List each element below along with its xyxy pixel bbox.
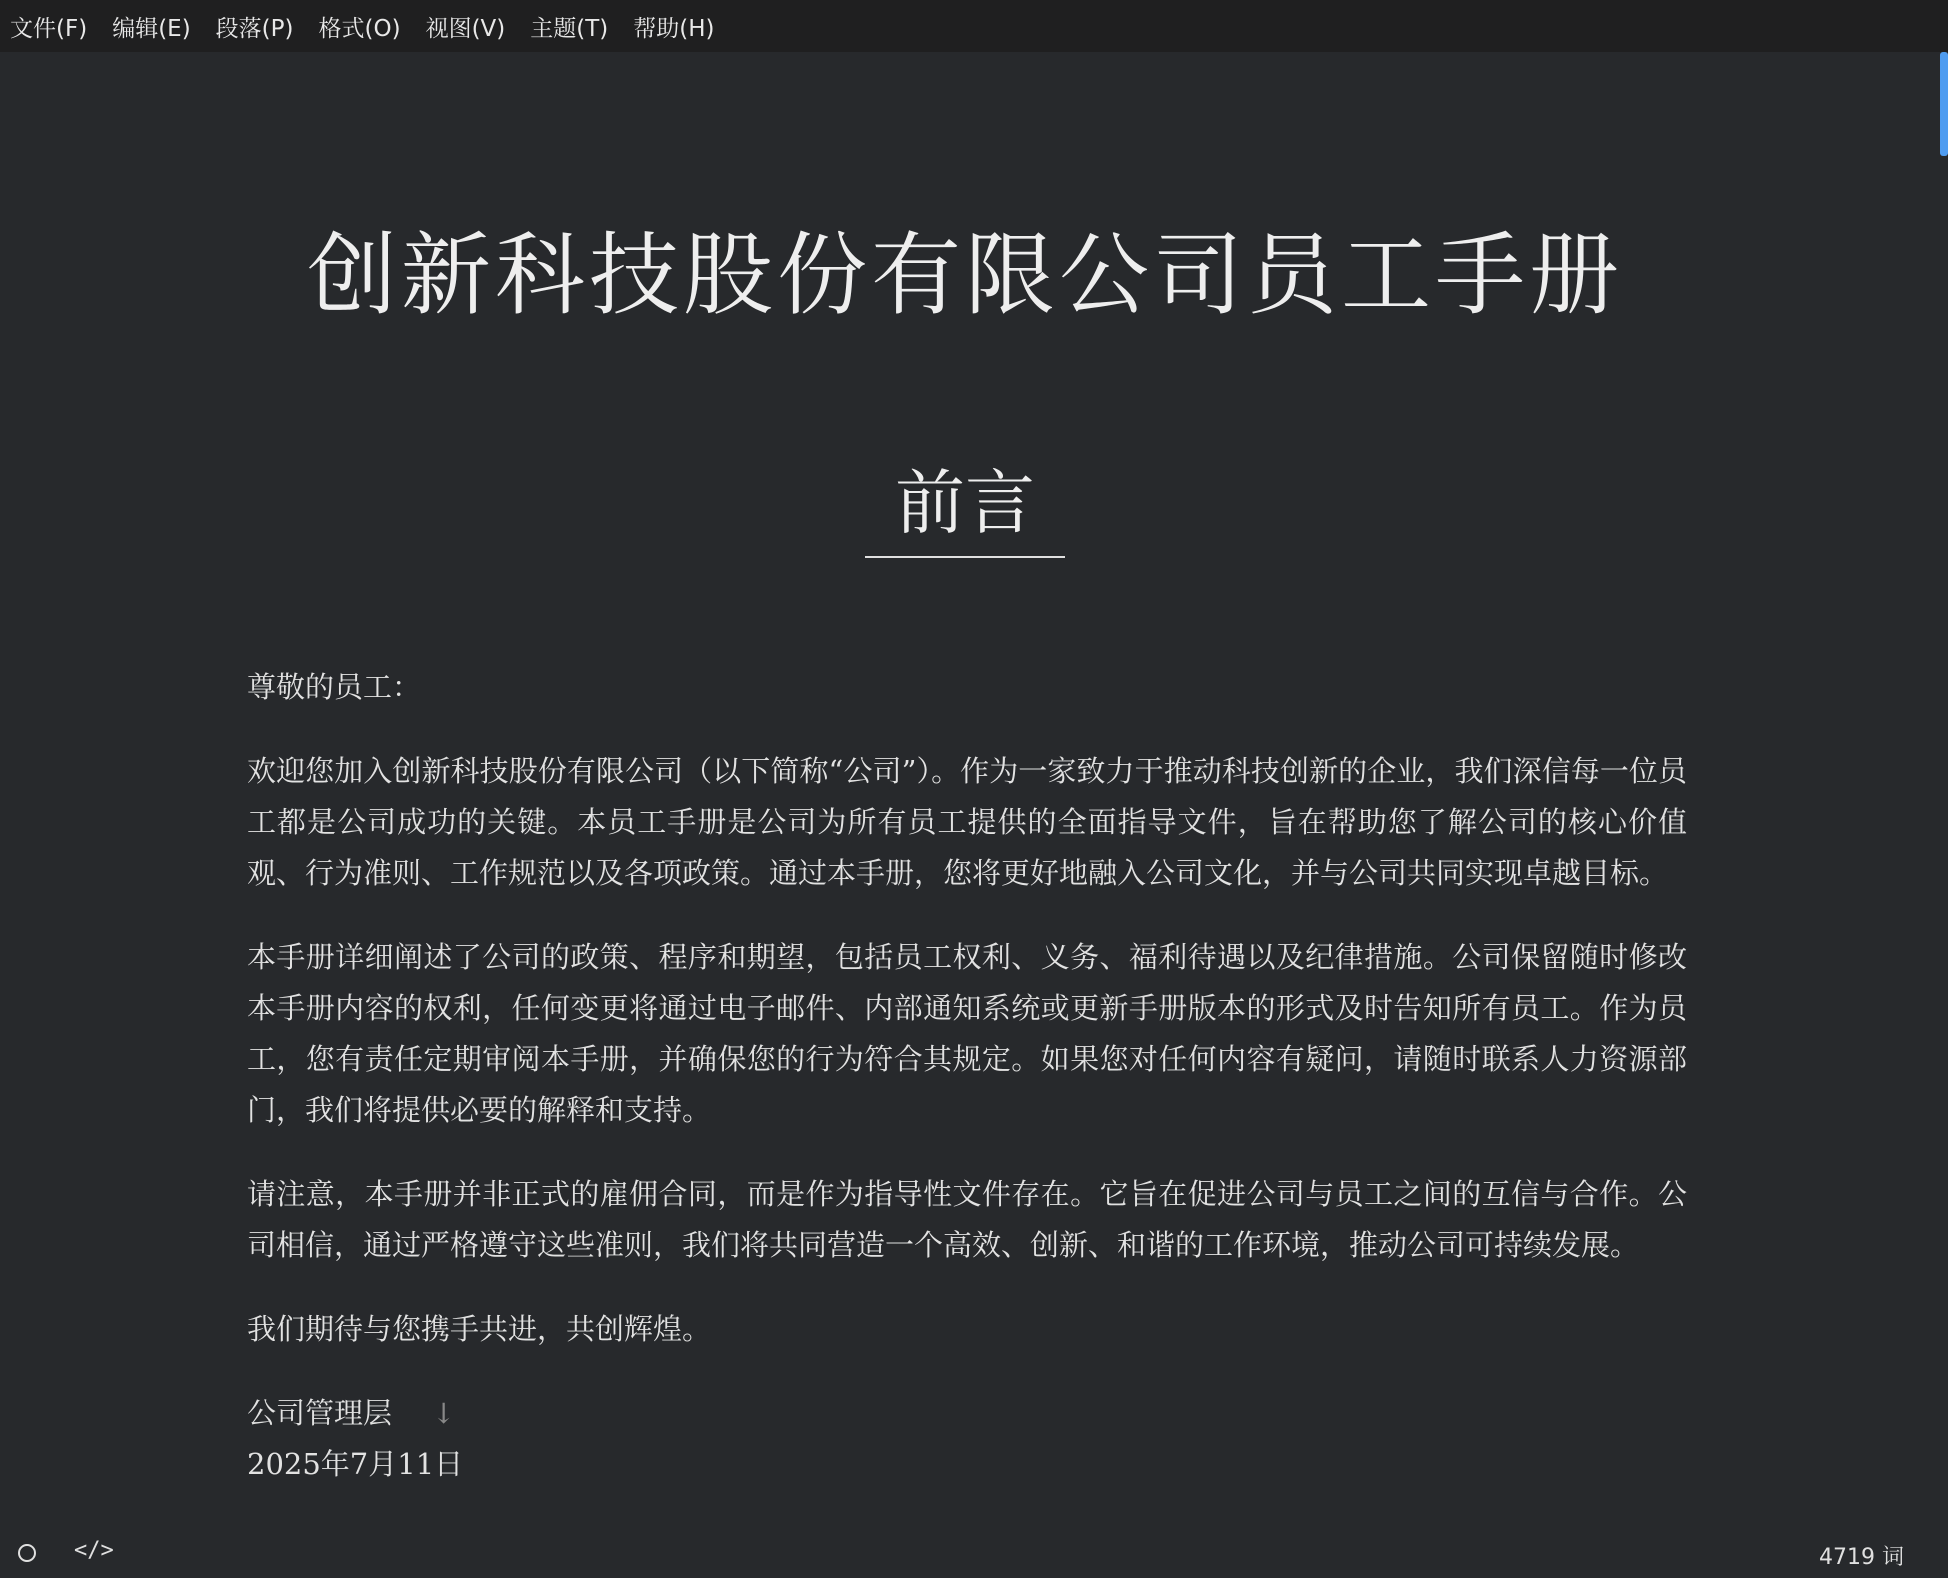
paragraph: 我们期待与您携手共进，共创辉煌。 — [247, 1312, 712, 1346]
editor-content[interactable] — [0, 52, 1940, 1530]
paragraph: 本手册详细阐述了公司的政策、程序和期望，包括员工权利、义务、福利待遇以及纪律措施。公司保留随时修改本手册内容的权利，任何变更将通过电子邮件、内部通知系统或更新手册版本的形式及时告知所有员工。作为员工，您有责任定期审阅本手册，并确保您的行为符合其规定。如果您对任何内容有疑问，请随时联系人力资源部门，我们将提供必要的解释和支持。 — [247, 940, 1687, 1127]
menu-bar — [0, 0, 1948, 52]
menu-help[interactable]: 帮助(H) — [633, 15, 715, 42]
menu-format[interactable]: 格式(O) — [318, 15, 401, 42]
menu-theme[interactable]: 主题(T) — [530, 15, 609, 42]
menu-view[interactable]: 视图(V) — [425, 15, 506, 42]
paragraph: 欢迎您加入创新科技股份有限公司（以下简称“公司”）。作为一家致力于推动科技创新的企业，我们深信每一位员工都是公司成功的关键。本员工手册是公司为所有员工提供的全面指导文件，旨在帮助您了解公司的核心价值观、行为准则、工作规范以及各项政策。通过本手册，您将更好地融入公司文化，并与公司共同实现卓越目标。 — [247, 754, 1687, 890]
document-body — [247, 662, 1687, 1523]
menu-paragraph[interactable]: 段落(P) — [215, 15, 294, 42]
section-heading: 前言 — [865, 447, 1065, 558]
status-bar — [0, 1530, 1948, 1578]
outline-toggle-icon[interactable] — [18, 1544, 36, 1562]
greeting: 尊敬的员工： — [247, 670, 422, 704]
line-break-arrow-icon: ↓ — [432, 1397, 456, 1430]
menu-file[interactable]: 文件(F) — [10, 15, 88, 42]
date: 2025年7月11日 — [247, 1447, 464, 1481]
source-code-icon[interactable]: </> — [74, 1538, 114, 1563]
signature: 公司管理层 — [247, 1396, 393, 1430]
word-count[interactable]: 4719 词 — [1819, 1545, 1904, 1570]
document-title: 创新科技股份有限公司员工手册 — [307, 223, 1623, 328]
scrollbar[interactable] — [1940, 52, 1948, 156]
menu-edit[interactable]: 编辑(E) — [112, 15, 191, 42]
paragraph: 请注意，本手册并非正式的雇佣合同，而是作为指导性文件存在。它旨在促进公司与员工之间的互信与合作。公司相信，通过严格遵守这些准则，我们将共同营造一个高效、创新、和谐的工作环境，推动公司可持续发展。 — [247, 1177, 1687, 1262]
